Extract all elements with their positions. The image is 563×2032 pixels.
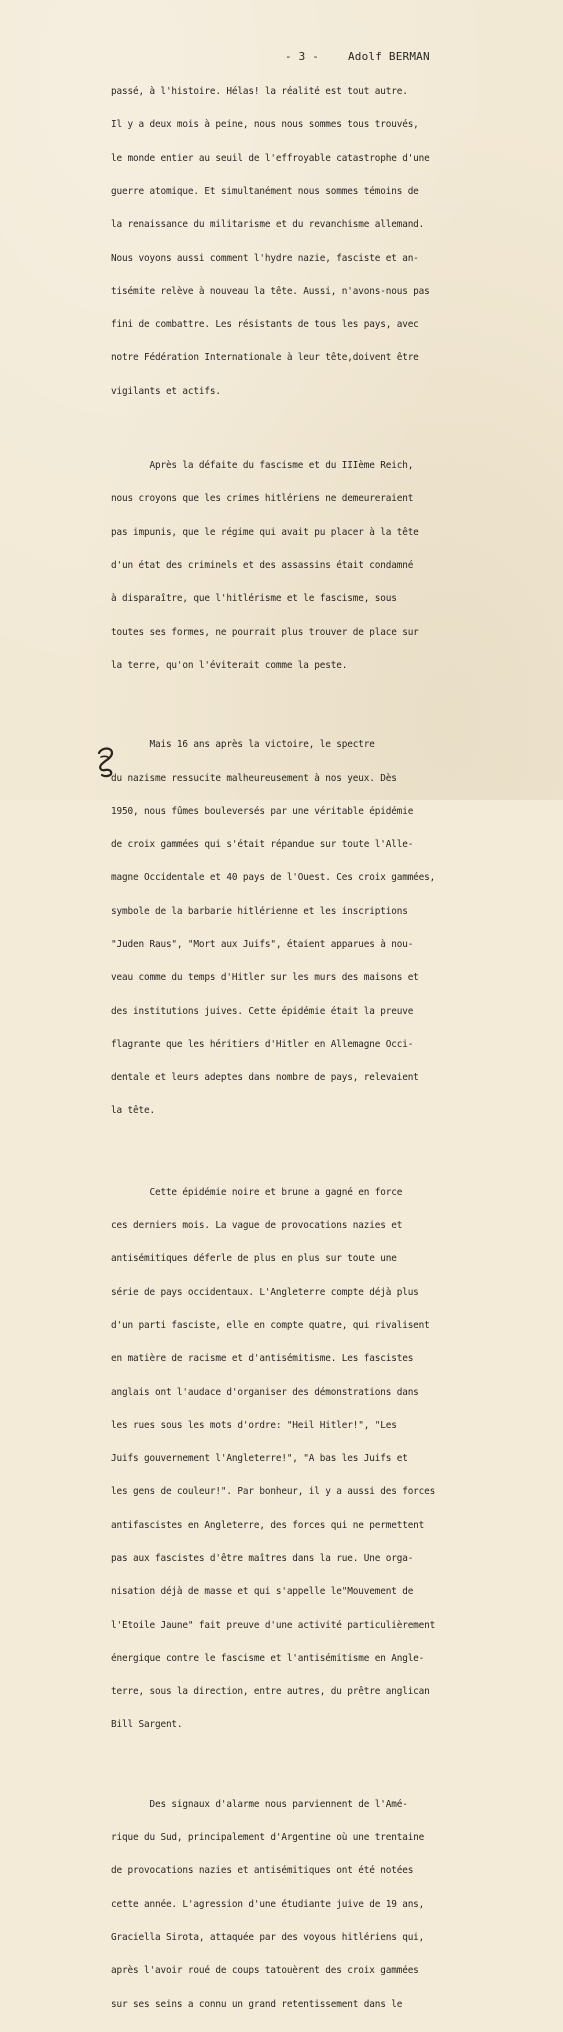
text-line: rique du Sud, principalement d'Argentine où une trentaine	[111, 1832, 425, 1844]
text-line: après l'avoir roué de coups tatouèrent des croix gammées	[111, 1965, 419, 1977]
paragraph-spacer	[111, 1139, 486, 1165]
text-line: Après la défaite du fascisme et du IIIème Reich,	[111, 460, 414, 472]
paragraph-3	[111, 717, 486, 1139]
text-line: fini de combattre. Les résistants de tous les pays, avec	[111, 319, 419, 331]
text-line: guerre atomique. Et simultanément nous sommes témoins de	[111, 186, 419, 198]
page-number: - 3 -	[285, 50, 320, 63]
text-line: le monde entier au seuil de l'effroyable catastrophe d'une	[111, 152, 430, 164]
text-line: Mais 16 ans après la victoire, le spectre	[111, 739, 375, 751]
paragraph-2	[111, 438, 486, 693]
text-line: série de pays occidentaux. L'Angleterre compte déjà plus	[111, 1286, 419, 1298]
paragraph-spacer	[111, 1753, 486, 1777]
text-line: la tête.	[111, 1105, 155, 1117]
text-line: notre Fédération Internationale à leur tête,doivent être	[111, 352, 419, 364]
text-line: Cette épidémie noire et brune a gagné en force	[111, 1186, 403, 1198]
text-line: 1950, nous fûmes bouleversés par une véritable épidémie	[111, 805, 414, 817]
text-line: les rues sous les mots d'ordre: "Heil Hitler!", "Les	[111, 1419, 397, 1431]
text-line: du nazisme ressucite malheureusement à nos yeux. Dès	[111, 772, 397, 784]
text-line: Nous voyons aussi comment l'hydre nazie, fasciste et an-	[111, 252, 419, 264]
paragraph-spacer	[111, 693, 486, 717]
text-line: Des signaux d'alarme nous parviennent de l'Amé-	[111, 1798, 408, 1810]
text-line: en matière de racisme et d'antisémitisme. Les fascistes	[111, 1353, 414, 1365]
text-line: pas aux fascistes d'être maîtres dans la rue. Une orga-	[111, 1553, 414, 1564]
text-line: nous croyons que les crimes hitlériens ne demeureraient	[111, 493, 414, 505]
text-line: anglais ont l'audace d'organiser des démonstrations dans	[111, 1386, 419, 1398]
paragraph-5	[111, 1777, 486, 2032]
text-line: cette année. L'agression d'une étudiante juive de 19 ans,	[111, 1898, 425, 1910]
paragraph-1	[111, 64, 486, 419]
paragraph-4	[111, 1165, 486, 1753]
text-line: énergique contre le fascisme et l'antisémitisme en Angle-	[111, 1652, 425, 1664]
text-line: l'Etoile Jaune" fait preuve d'une activité particulièrement	[111, 1619, 436, 1631]
text-line: antifascistes en Angleterre, des forces qui ne permettent	[111, 1519, 425, 1531]
text-line: tisémite relève à nouveau la tête. Aussi, n'avons-nous pas	[111, 285, 430, 297]
text-line: la renaissance du militarisme et du revanchisme allemand.	[111, 219, 425, 231]
text-line: passé, à l'histoire. Hélas! la réalité est tout autre.	[111, 86, 408, 98]
document-body	[111, 64, 486, 2032]
page-header	[285, 50, 430, 63]
text-line: symbole de la barbarie hitlérienne et les inscriptions	[111, 905, 408, 917]
text-line: dentale et leurs adeptes dans nombre de pays, relevaient	[111, 1072, 419, 1084]
text-line: Juifs gouvernement l'Angleterre!", "A bas les Juifs et	[111, 1453, 408, 1465]
text-line: de croix gammées qui s'était répandue sur toute l'Alle-	[111, 839, 414, 851]
text-line: Il y a deux mois à peine, nous nous sommes tous trouvés,	[111, 119, 419, 131]
author-name: Adolf BERMAN	[347, 50, 430, 63]
text-line: flagrante que les héritiers d'Hitler en Allemagne Occi-	[111, 1038, 414, 1050]
text-line: "Juden Raus", "Mort aux Juifs", étaient apparues à nou-	[111, 939, 414, 951]
text-line: ces derniers mois. La vague de provocations nazies et	[111, 1220, 403, 1232]
text-line: pas impunis, que le régime qui avait pu placer à la tête	[111, 526, 419, 538]
text-line: des institutions juives. Cette épidémie était la preuve	[111, 1005, 414, 1017]
text-line: toutes ses formes, ne pourrait plus trouver de place sur	[111, 626, 419, 638]
text-line: magne Occidentale et 40 pays de l'Ouest. Ces croix gammées,	[111, 872, 436, 884]
text-line: de provocations nazies et antisémitiques ont été notées	[111, 1865, 414, 1877]
text-line: à disparaître, que l'hitlérisme et le fascisme, sous	[111, 593, 397, 605]
handwritten-mark-icon	[93, 744, 119, 778]
text-line: d'un parti fasciste, elle en compte quatre, qui rivalisent	[111, 1320, 430, 1332]
text-line: Bill Sargent.	[111, 1719, 183, 1731]
text-line: sur ses seins a connu un grand retentissement dans le	[111, 1998, 403, 2010]
text-line: Graciella Sirota, attaquée par des voyous hitlériens qui,	[111, 1932, 425, 1943]
paragraph-spacer	[111, 419, 486, 438]
text-line: d'un état des criminels et des assassins était condamné	[111, 560, 414, 572]
text-line: antisémitiques déferle de plus en plus sur toute une	[111, 1253, 397, 1265]
text-line: les gens de couleur!". Par bonheur, il y a aussi des forces	[111, 1486, 436, 1498]
text-line: nisation déjà de masse et qui s'appelle le"Mouvement de	[111, 1586, 414, 1598]
text-line: veau comme du temps d'Hitler sur les murs des maisons et	[111, 972, 419, 984]
text-line: la terre, qu'on l'éviterait comme la peste.	[111, 659, 348, 671]
text-line: terre, sous la direction, entre autres, du prêtre anglican	[111, 1686, 430, 1698]
text-line: vigilants et actifs.	[111, 385, 221, 397]
